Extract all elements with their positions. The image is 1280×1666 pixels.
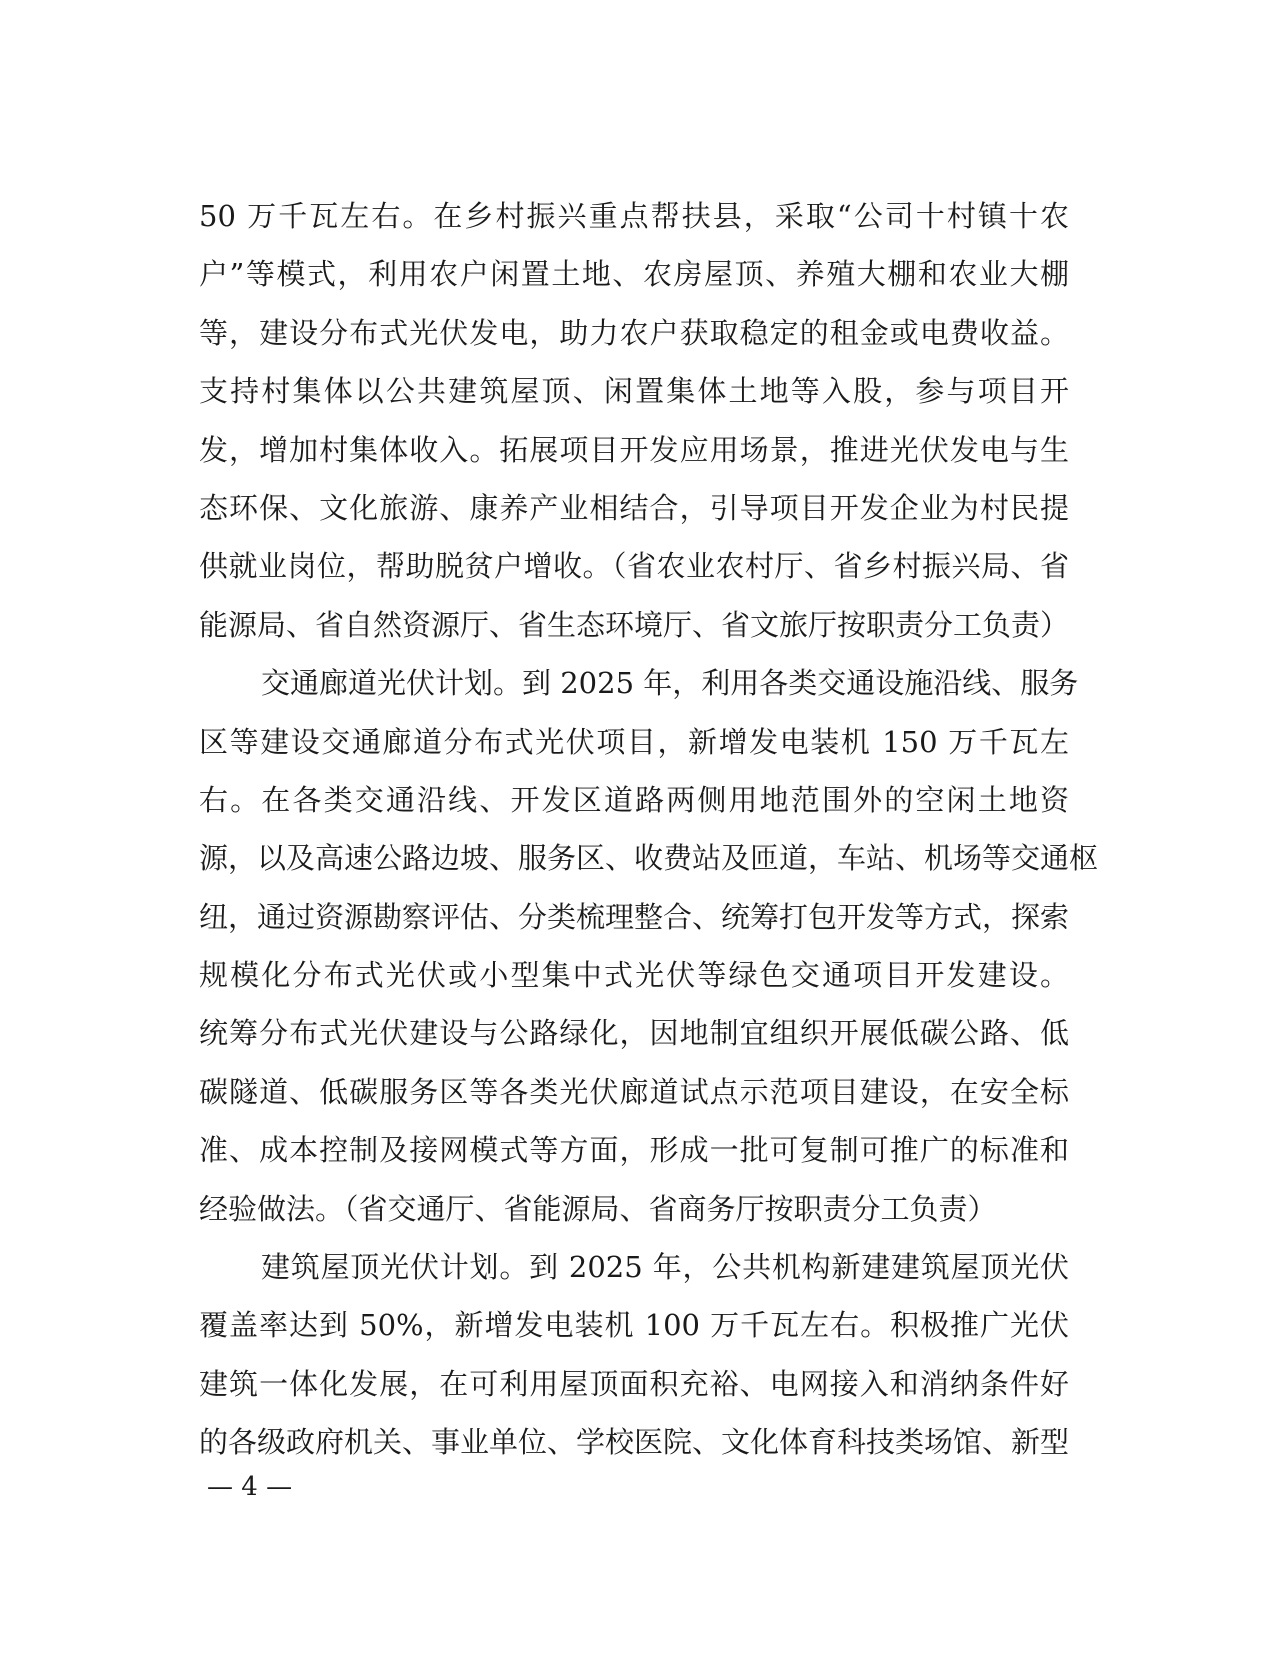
text-line: 50 万千瓦左右。在乡村振兴重点帮扶县，采取“公司十村镇十农 [199,199,1069,233]
text-line: 碳隧道、低碳服务区等各类光伏廊道试点示范项目建设，在安全标 [199,1074,1069,1109]
text-line: 态环保、文化旅游、康养产业相结合，引导项目开发企业为村民提 [199,490,1069,525]
body-text [199,187,1099,1472]
text-line: 发，增加村集体收入。拓展项目开发应用场景，推进光伏发电与生 [199,432,1069,467]
text-line: 区等建设交通廊道分布式光伏项目，新增发电装机 150 万千瓦左 [199,724,1069,759]
text-line: 纽，通过资源勘察评估、分类梳理整合、统筹打包开发等方式，探索 [199,899,1070,934]
text-line: 建筑屋顶光伏计划。到 2025 年，公共机构新建建筑屋顶光伏 [261,1250,1069,1285]
text-line: 交通廊道光伏计划。到 2025 年，利用各类交通设施沿线、服务 [261,666,1079,701]
text-line: 准、成本控制及接网模式等方面，形成一批可复制可推广的标准和 [199,1133,1069,1168]
text-line: 经验做法。（省交通厅、省能源局、省商务厅按职责分工负责） [199,1191,997,1226]
page-number: — 4 — [207,1472,293,1502]
text-line: 能源局、省自然资源厅、省生态环境厅、省文旅厅按职责分工负责） [199,607,1070,642]
text-line: 覆盖率达到 50%，新增发电装机 100 万千瓦左右。积极推广光伏 [199,1308,1069,1343]
text-line: 等，建设分布式光伏发电，助力农户获取稳定的租金或电费收益。 [199,315,1069,350]
text-line: 供就业岗位，帮助脱贫户增收。（省农业农村厅、省乡村振兴局、省 [199,549,1069,584]
text-line: 支持村集体以公共建筑屋顶、闲置集体土地等入股，参与项目开 [199,374,1069,409]
text-line: 右。在各类交通沿线、开发区道路两侧用地范围外的空闲土地资 [199,782,1069,817]
text-line: 统筹分布式光伏建设与公路绿化，因地制宜组织开展低碳公路、低 [199,1016,1069,1051]
text-line: 规模化分布式光伏或小型集中式光伏等绿色交通项目开发建设。 [199,958,1069,993]
text-line: 建筑一体化发展，在可利用屋顶面积充裕、电网接入和消纳条件好 [199,1366,1069,1401]
text-line: 户”等模式，利用农户闲置土地、农房屋顶、养殖大棚和农业大棚 [199,257,1069,292]
text-line: 的各级政府机关、事业单位、学校医院、文化体育科技类场馆、新型 [199,1425,1070,1460]
text-line: 源，以及高速公路边坡、服务区、收费站及匝道，车站、机场等交通枢 [199,841,1099,876]
